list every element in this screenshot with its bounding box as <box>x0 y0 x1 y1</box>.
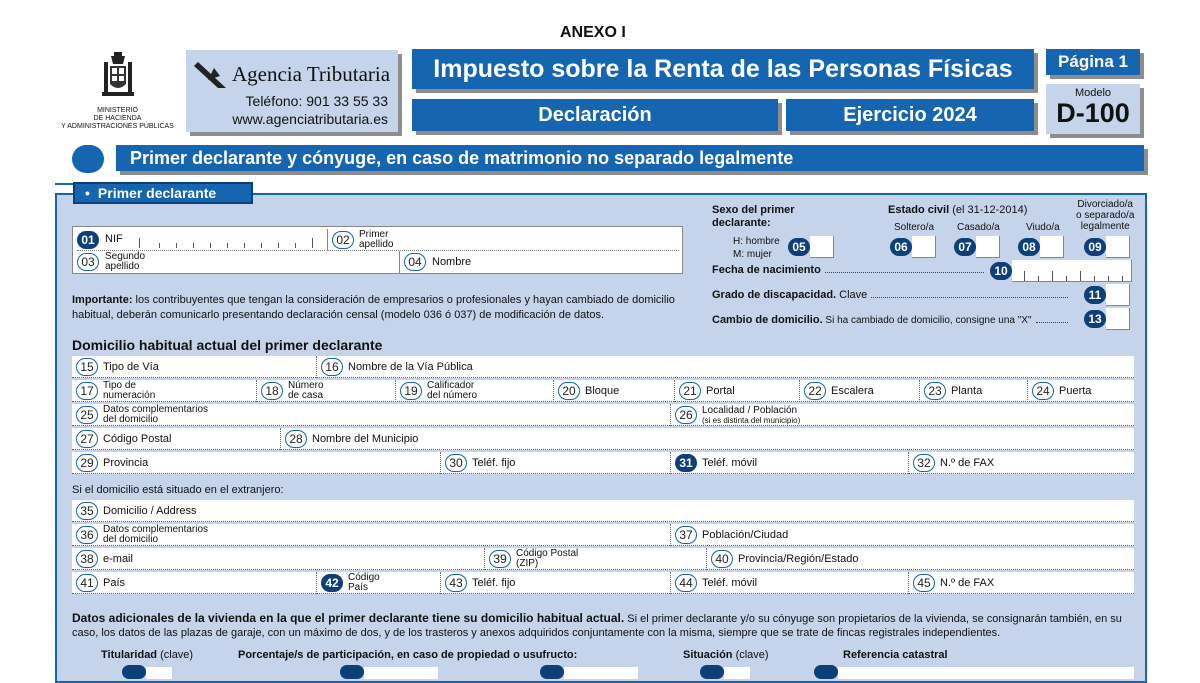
bottom-row <box>0 665 1200 675</box>
field-23[interactable]: 23 Planta <box>919 380 1027 402</box>
field-03[interactable]: 03 Segundo apellido <box>77 251 399 273</box>
bottom-field-2[interactable] <box>340 665 364 679</box>
field-28[interactable]: 28 Nombre del Municipio <box>280 428 1134 450</box>
field-35[interactable]: 35 Domicilio / Address <box>72 500 1134 522</box>
field-38[interactable]: 38 e-mail <box>72 548 484 570</box>
coat-of-arms-icon <box>98 52 138 102</box>
field-39[interactable]: 39 Código Postal (ZIP) <box>484 548 706 570</box>
field-07[interactable]: 07 <box>954 236 1000 258</box>
abroad-row-4 <box>72 572 1134 594</box>
address-change-label: Cambio de domicilio. Si ha cambiado de domicilio, consigne una "X" <box>712 314 1072 326</box>
abroad-row-1 <box>72 500 1134 522</box>
bottom-field-5[interactable] <box>814 665 838 679</box>
sex-label: Sexo del primer declarante: <box>712 204 795 229</box>
sex-options: H: hombre M: mujer <box>733 236 780 260</box>
id-fields-box <box>72 226 683 274</box>
ministry-name: MINISTERIO DE HACIENDA Y ADMINISTRACIONES PÚBLICAS <box>61 107 174 130</box>
col-referencia: Referencia catastral <box>843 649 948 661</box>
field-16[interactable]: 16 Nombre de la Vía Pública <box>316 356 1134 378</box>
tab-bullet-icon: • <box>85 185 90 201</box>
disability-label: Grado de discapacidad. Clave <box>712 289 1072 301</box>
civil-soltero-label: Soltero/a <box>894 222 935 233</box>
bottom-input-3[interactable] <box>564 667 638 679</box>
field-31[interactable]: 31 Teléf. móvil <box>670 452 908 474</box>
field-19[interactable]: 19 Calificador del número <box>395 380 553 402</box>
civil-divorciado-label: Divorciado/a o separado/a legalmente <box>1076 199 1135 232</box>
field-15[interactable]: 15 Tipo de Vía <box>72 356 316 378</box>
nif-ticks <box>129 232 325 248</box>
abroad-row-2 <box>72 524 1134 546</box>
bottom-input-5[interactable] <box>838 667 1134 679</box>
home-section-title: Domicilio habitual actual del primer declarante <box>72 337 383 353</box>
agency-box <box>186 50 398 132</box>
section-bullet-icon <box>72 145 104 173</box>
col-porcentaje: Porcentaje/s de participación, en caso de propiedad o usufructo: <box>238 649 578 661</box>
field-10[interactable]: 10 <box>990 260 1132 282</box>
bottom-input-2[interactable] <box>364 667 438 679</box>
extra-info: Datos adicionales de la vivienda en la que el primer declarante tiene su domicilio habitual actual. Si el primer declarante y/o su cónyuge son propietarios de la vivienda, se consignarán también, en su caso, los datos de las plazas de garaje, con un máximo de dos, y de los trasteros y anexos adquiridos conjuntamente con la misma, siempre que se trate de fincas registrales independientes. <box>72 611 1122 639</box>
home-row-4 <box>72 428 1134 450</box>
field-04[interactable]: 04 Nombre <box>399 251 679 273</box>
model-code: D-100 <box>1056 98 1130 128</box>
home-row-2 <box>72 380 1134 402</box>
field-26[interactable]: 26 Localidad / Población (si es distinta del municipio) <box>670 404 1134 426</box>
field-45[interactable]: 45 N.º de FAX <box>908 572 1134 594</box>
declaration-label: Declaración <box>412 99 778 131</box>
civil-casado-label: Casado/a <box>957 222 1000 233</box>
field-08[interactable]: 08 <box>1018 236 1064 258</box>
section-title: Primer declarante y cónyuge, en caso de matrimonio no separado legalmente <box>116 145 1144 171</box>
field-41[interactable]: 41 País <box>72 572 316 594</box>
field-36[interactable]: 36 Datos complementarios del domicilio <box>72 524 670 546</box>
field-40[interactable]: 40 Provincia/Región/Estado <box>706 548 1134 570</box>
page-number: Página 1 <box>1046 49 1140 75</box>
bottom-input-1[interactable] <box>146 667 172 679</box>
home-row-5 <box>72 452 1134 474</box>
field-09[interactable]: 09 <box>1084 236 1130 258</box>
agency-logo-icon <box>194 58 230 88</box>
field-11[interactable]: 11 <box>1084 284 1130 306</box>
field-27[interactable]: 27 Código Postal <box>72 428 280 450</box>
field-13[interactable]: 13 <box>1084 308 1130 330</box>
field-24[interactable]: 24 Puerta <box>1027 380 1134 402</box>
field-29[interactable]: 29 Provincia <box>72 452 440 474</box>
civil-status-title: Estado civil (el 31-12-2014) <box>888 204 1028 216</box>
field-17[interactable]: 17 Tipo de numeración <box>72 380 256 402</box>
abroad-row-3 <box>72 548 1134 570</box>
tab-primer-declarante: • Primer declarante <box>73 182 253 204</box>
field-22[interactable]: 22 Escalera <box>799 380 919 402</box>
col-situacion: Situación (clave) <box>683 649 769 661</box>
bottom-field-3[interactable] <box>540 665 564 679</box>
bottom-field-4[interactable] <box>700 665 724 679</box>
field-20[interactable]: 20 Bloque <box>553 380 674 402</box>
home-row-1 <box>72 356 1134 378</box>
field-44[interactable]: 44 Teléf. móvil <box>670 572 908 594</box>
annex-label: ANEXO I <box>560 24 626 41</box>
form-title: Impuesto sobre la Renta de las Personas Físicas <box>412 49 1034 89</box>
important-note: Importante: los contribuyentes que tengan la consideración de empresarios o profesionales y hayan cambiado de domicilio habitual, deberán comunicarlo presentando declaración censal (modelo 036 ó 037) de modificación de datos. <box>72 294 675 321</box>
birth-date-label: Fecha de nacimiento <box>712 264 988 276</box>
bottom-field-1[interactable] <box>122 665 146 679</box>
civil-viudo-label: Viudo/a <box>1026 222 1060 233</box>
field-42[interactable]: 42 Código País <box>316 572 440 594</box>
abroad-title: Si el domicilio está situado en el extranjero: <box>72 484 284 496</box>
ministry-emblem <box>55 52 180 134</box>
field-32[interactable]: 32 N.º de FAX <box>908 452 1134 474</box>
agency-name: Agencia Tributaria <box>232 62 391 86</box>
home-row-3 <box>72 404 1134 426</box>
fiscal-year: Ejercicio 2024 <box>786 99 1034 131</box>
field-01[interactable]: 01 NIF <box>77 229 325 251</box>
agency-phone: Teléfono: 901 33 55 33 <box>245 93 388 109</box>
bottom-input-4[interactable] <box>724 667 750 679</box>
agency-web: www.agenciatributaria.es <box>232 111 388 127</box>
field-06[interactable]: 06 <box>890 236 936 258</box>
field-05[interactable]: 05 <box>788 236 834 258</box>
panel-left-line <box>55 183 75 195</box>
field-30[interactable]: 30 Teléf. fijo <box>440 452 670 474</box>
model-box: Modelo D-100 <box>1046 84 1140 134</box>
field-21[interactable]: 21 Portal <box>674 380 799 402</box>
field-37[interactable]: 37 Población/Ciudad <box>670 524 1134 546</box>
field-43[interactable]: 43 Teléf. fijo <box>440 572 670 594</box>
field-25[interactable]: 25 Datos complementarios del domicilio <box>72 404 670 426</box>
col-titularidad: Titularidad (clave) <box>101 649 194 661</box>
field-18[interactable]: 18 Número de casa <box>256 380 395 402</box>
field-02[interactable]: 02 Primer apellido <box>327 229 679 251</box>
